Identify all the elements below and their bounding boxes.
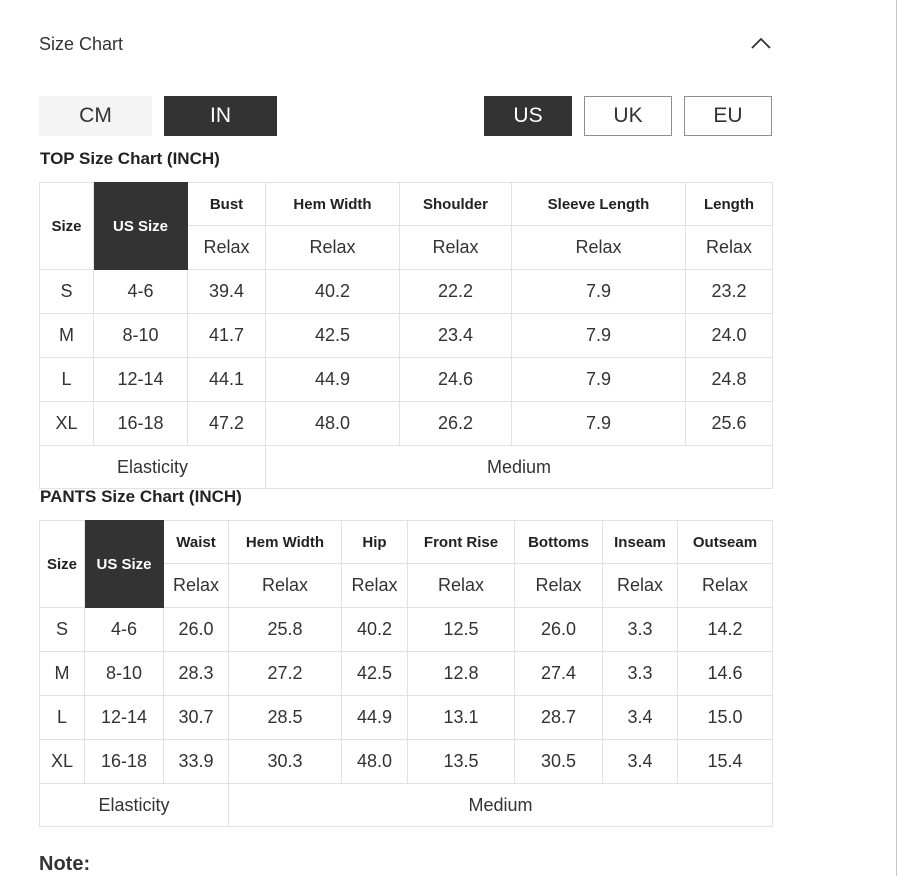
value-cell: 41.7 [188,314,266,358]
size-cell: XL [40,402,94,446]
size-cell: L [40,358,94,402]
measure-header: Hem Width [229,521,342,564]
measure-header: Bust [188,183,266,226]
us-size-cell: 12-14 [94,358,188,402]
value-cell: 30.5 [515,740,603,784]
top-size-table [39,182,773,489]
table-row [40,270,773,314]
measure-header: Waist [164,521,229,564]
size-header: Size [40,183,94,270]
table-row [40,314,773,358]
pants-chart-title: PANTS Size Chart (INCH) [40,487,242,506]
value-cell: 26.2 [400,402,512,446]
size-cell: M [40,652,85,696]
value-cell: 44.9 [266,358,400,402]
elasticity-label: Elasticity [40,784,229,827]
fit-label: Relax [515,564,603,608]
us-size-cell: 4-6 [94,270,188,314]
value-cell: 33.9 [164,740,229,784]
note-heading: Note: [39,853,91,875]
measure-header: Length [686,183,773,226]
value-cell: 25.8 [229,608,342,652]
measure-header: Inseam [603,521,678,564]
value-cell: 15.4 [678,740,773,784]
us-size-cell: 4-6 [85,608,164,652]
size-chart-title: Size Chart [39,34,124,54]
measure-header: Front Rise [408,521,515,564]
value-cell: 30.3 [229,740,342,784]
value-cell: 42.5 [342,652,408,696]
table-row [40,696,773,740]
size-cell: L [40,696,85,740]
top-chart-title: TOP Size Chart (INCH) [40,149,220,168]
measure-header: Hip [342,521,408,564]
region-us-button[interactable]: US [484,96,572,136]
value-cell: 12.8 [408,652,515,696]
measure-header: Outseam [678,521,773,564]
value-cell: 13.1 [408,696,515,740]
value-cell: 3.4 [603,740,678,784]
value-cell: 22.2 [400,270,512,314]
value-cell: 44.9 [342,696,408,740]
fit-label: Relax [229,564,342,608]
value-cell: 13.5 [408,740,515,784]
value-cell: 24.8 [686,358,773,402]
value-cell: 25.6 [686,402,773,446]
measure-header: Bottoms [515,521,603,564]
us-size-cell: 16-18 [85,740,164,784]
value-cell: 3.3 [603,608,678,652]
value-cell: 14.6 [678,652,773,696]
measure-header: Shoulder [400,183,512,226]
elasticity-value: Medium [266,446,773,489]
fit-label: Relax [408,564,515,608]
size-chart-header[interactable] [39,30,772,58]
measure-header: Sleeve Length [512,183,686,226]
value-cell: 48.0 [342,740,408,784]
elasticity-value: Medium [229,784,773,827]
fit-label: Relax [188,226,266,270]
size-header: Size [40,521,85,608]
fit-label: Relax [678,564,773,608]
value-cell: 23.2 [686,270,773,314]
value-cell: 48.0 [266,402,400,446]
elasticity-label: Elasticity [40,446,266,489]
fit-label: Relax [342,564,408,608]
value-cell: 39.4 [188,270,266,314]
table-row [40,740,773,784]
value-cell: 7.9 [512,270,686,314]
value-cell: 40.2 [342,608,408,652]
value-cell: 24.0 [686,314,773,358]
table-row [40,608,773,652]
size-cell: M [40,314,94,358]
value-cell: 7.9 [512,314,686,358]
size-cell: XL [40,740,85,784]
value-cell: 28.3 [164,652,229,696]
value-cell: 47.2 [188,402,266,446]
fit-label: Relax [512,226,686,270]
value-cell: 28.5 [229,696,342,740]
value-cell: 44.1 [188,358,266,402]
unit-in-button[interactable]: IN [164,96,277,136]
us-size-header: US Size [85,521,164,608]
value-cell: 3.4 [603,696,678,740]
value-cell: 15.0 [678,696,773,740]
value-cell: 26.0 [515,608,603,652]
unit-cm-button[interactable]: CM [39,96,152,136]
value-cell: 27.2 [229,652,342,696]
fit-label: Relax [266,226,400,270]
fit-label: Relax [603,564,678,608]
value-cell: 24.6 [400,358,512,402]
value-cell: 7.9 [512,402,686,446]
us-size-cell: 16-18 [94,402,188,446]
value-cell: 42.5 [266,314,400,358]
value-cell: 27.4 [515,652,603,696]
table-row [40,402,773,446]
fit-label: Relax [400,226,512,270]
us-size-header: US Size [94,183,188,270]
us-size-cell: 8-10 [94,314,188,358]
value-cell: 23.4 [400,314,512,358]
page-divider [896,0,897,876]
value-cell: 30.7 [164,696,229,740]
region-eu-button[interactable]: EU [684,96,772,136]
region-uk-button[interactable]: UK [584,96,672,136]
fit-label: Relax [686,226,773,270]
value-cell: 28.7 [515,696,603,740]
table-row [40,652,773,696]
value-cell: 7.9 [512,358,686,402]
us-size-cell: 12-14 [85,696,164,740]
value-cell: 3.3 [603,652,678,696]
value-cell: 40.2 [266,270,400,314]
size-cell: S [40,608,85,652]
chevron-up-icon[interactable] [750,32,772,54]
fit-label: Relax [164,564,229,608]
us-size-cell: 8-10 [85,652,164,696]
table-row [40,358,773,402]
size-cell: S [40,270,94,314]
pants-size-table [39,520,773,827]
value-cell: 14.2 [678,608,773,652]
value-cell: 26.0 [164,608,229,652]
value-cell: 12.5 [408,608,515,652]
measure-header: Hem Width [266,183,400,226]
